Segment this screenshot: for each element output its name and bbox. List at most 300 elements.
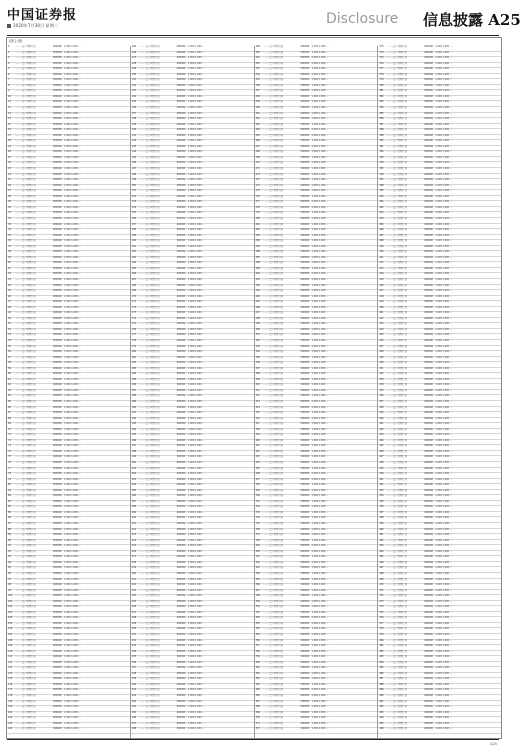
row-number: 319 (255, 433, 260, 437)
row-values: 1.000 1.000 … (187, 444, 205, 448)
row-values: 1.000 1.000 … (64, 155, 81, 159)
product-name: ………资产管理计划 (262, 205, 284, 209)
product-name: ………资产管理计划 (386, 522, 407, 526)
row-number: 273 (255, 178, 260, 182)
product-name: ………资产管理计划 (262, 94, 284, 98)
row-values: 1.000 1.000 … (311, 327, 329, 331)
row-number: 294 (255, 294, 260, 298)
row-values: 1.000 1.000 … (435, 194, 453, 198)
product-code: 000000 (424, 544, 434, 548)
row-number: 487 (379, 677, 384, 681)
product-code: 000000 (300, 394, 310, 398)
row-values: 1.000 1.000 … (311, 682, 329, 686)
row-values: 1.000 1.000 … (435, 433, 453, 437)
product-name: ………资产管理计划 (138, 549, 160, 553)
row-values: 1.000 1.000 … (435, 333, 453, 337)
row-values: 1.000 1.000 … (435, 499, 453, 503)
product-name: ………资产管理计划 (262, 155, 284, 159)
row-number: 264 (255, 128, 260, 132)
row-number: 129 (131, 67, 137, 71)
product-code: 000000 (176, 250, 186, 254)
row-values: 1.000 1.000 … (435, 294, 453, 298)
row-number: 453 (379, 488, 384, 492)
row-number: 234 (131, 649, 137, 653)
row-values: 1.000 1.000 … (187, 716, 205, 720)
row-number: 485 (379, 666, 384, 670)
product-code: 000000 (424, 483, 434, 487)
product-name: ………资产管理计划 (386, 505, 407, 509)
product-name: ………资产管理计划 (15, 693, 36, 697)
row-number: 444 (379, 438, 384, 442)
product-code: 000000 (176, 588, 186, 592)
row-values: 1.000 1.000 … (435, 671, 453, 675)
product-name: ………资产管理计划 (15, 627, 36, 631)
row-number: 2 (8, 50, 10, 54)
row-values: 1.000 1.000 … (311, 61, 329, 65)
row-values: 1.000 1.000 … (311, 438, 329, 442)
product-code: 000000 (424, 594, 434, 598)
row-number: 254 (255, 72, 260, 76)
row-number: 313 (255, 400, 260, 403)
row-values: 1.000 1.000 … (311, 133, 329, 137)
row-number: 381 (379, 89, 384, 93)
row-values: 1.000 1.000 … (311, 311, 329, 315)
row-values: 1.000 1.000 … (435, 644, 453, 648)
product-code: 000000 (424, 183, 434, 187)
product-code: 000000 (300, 133, 310, 137)
row-values: 1.000 1.000 … (435, 400, 453, 403)
product-name: ………资产管理计划 (386, 200, 407, 204)
product-code: 000000 (424, 660, 434, 664)
row-number: 131 (131, 78, 137, 82)
row-number: 123 (8, 721, 13, 725)
product-code: 000000 (424, 150, 434, 154)
row-values: 1.000 1.000 … (435, 605, 453, 609)
product-name: ………资产管理计划 (138, 505, 160, 509)
row-values: 1.000 1.000 … (311, 660, 329, 664)
product-name: ………资产管理计划 (138, 644, 160, 648)
row-values: 1.000 1.000 … (311, 621, 329, 625)
product-code: 000000 (53, 499, 62, 503)
product-code: 000000 (424, 194, 434, 198)
product-name: ………资产管理计划 (138, 233, 160, 237)
row-number: 454 (379, 494, 384, 498)
product-code: 000000 (300, 67, 310, 71)
product-code: 000000 (53, 400, 62, 403)
row-values: 1.000 1.000 … (64, 283, 81, 287)
row-number: 42 (8, 272, 11, 276)
product-name: ………资产管理计划 (386, 300, 407, 304)
product-code: 000000 (424, 233, 434, 237)
product-name: ………资产管理计划 (15, 244, 36, 248)
row-number: 392 (379, 150, 384, 154)
product-name: ………资产管理计划 (262, 483, 284, 487)
product-name: ………资产管理计划 (386, 411, 407, 415)
product-name: ………资产管理计划 (15, 594, 36, 598)
product-name: ………资产管理计划 (386, 355, 407, 359)
product-name: ………资产管理计划 (138, 83, 160, 87)
product-code: 000000 (176, 228, 186, 232)
row-values: 1.000 1.000 … (311, 649, 329, 653)
row-number: 347 (255, 588, 260, 592)
product-name: ………资产管理计划 (386, 688, 407, 692)
row-values: 1.000 1.000 … (64, 449, 81, 453)
product-code: 000000 (424, 560, 434, 564)
row-values: 1.000 1.000 … (187, 244, 205, 248)
row-number: 479 (379, 632, 384, 636)
product-name: ………资产管理计划 (262, 161, 284, 165)
row-number: 257 (255, 89, 260, 93)
product-code: 000000 (424, 605, 434, 609)
product-name: ………资产管理计划 (386, 255, 407, 259)
row-number: 464 (379, 549, 384, 553)
product-name: ………资产管理计划 (15, 305, 36, 309)
row-values: 1.000 1.000 … (187, 89, 205, 93)
product-name: ………资产管理计划 (15, 477, 36, 481)
product-code: 000000 (424, 100, 434, 104)
row-number: 364 (255, 682, 260, 686)
product-code: 000000 (300, 727, 310, 731)
row-number: 425 (379, 333, 384, 337)
product-name: ………资产管理计划 (15, 377, 36, 381)
row-values: 1.000 1.000 … (311, 688, 329, 692)
row-number: 291 (255, 277, 260, 281)
product-name: ………资产管理计划 (15, 483, 36, 487)
row-number: 150 (131, 183, 137, 187)
product-name: ………资产管理计划 (386, 699, 407, 703)
product-code: 000000 (300, 433, 310, 437)
row-values: 1.000 1.000 … (435, 311, 453, 315)
product-code: 000000 (53, 211, 62, 215)
product-name: ………资产管理计划 (15, 632, 36, 636)
row-number: 232 (131, 638, 137, 642)
product-name: ………资产管理计划 (15, 449, 36, 453)
product-name: ………资产管理计划 (138, 599, 160, 603)
row-values: 1.000 1.000 … (187, 499, 205, 503)
row-number: 426 (379, 338, 384, 342)
product-name: ………资产管理计划 (15, 644, 36, 648)
row-values: 1.000 1.000 … (187, 616, 205, 620)
product-name: ………资产管理计划 (386, 100, 407, 104)
row-values: 1.000 1.000 … (64, 638, 81, 642)
product-name: ………资产管理计划 (386, 616, 407, 620)
row-number: 370 (255, 716, 260, 720)
product-code: 000000 (424, 117, 434, 121)
product-name: ………资产管理计划 (386, 183, 407, 187)
product-name: ………资产管理计划 (386, 644, 407, 648)
row-number: 244 (131, 705, 137, 709)
product-code: 000000 (176, 483, 186, 487)
product-code: 000000 (424, 78, 434, 82)
row-values: 1.000 1.000 … (311, 483, 329, 487)
row-number: 297 (255, 311, 260, 315)
row-number: 148 (131, 172, 137, 176)
row-number: 407 (379, 233, 384, 237)
row-number: 11 (8, 100, 11, 104)
row-values: 1.000 1.000 … (187, 255, 205, 259)
product-name: ………资产管理计划 (15, 211, 36, 215)
product-name: ………资产管理计划 (138, 277, 160, 281)
row-values: 1.000 1.000 … (435, 583, 453, 587)
product-code: 000000 (176, 344, 186, 348)
row-values: 1.000 1.000 … (64, 632, 81, 636)
row-number: 333 (255, 510, 260, 514)
row-values: 1.000 1.000 … (187, 422, 205, 426)
row-number: 467 (379, 566, 384, 570)
product-name: ………资产管理计划 (138, 305, 160, 309)
row-values: 1.000 1.000 … (435, 78, 453, 82)
row-number: 67 (8, 411, 11, 415)
row-number: 124 (8, 727, 13, 731)
row-values: 1.000 1.000 … (187, 438, 205, 442)
row-number: 231 (131, 632, 137, 636)
product-name: ………资产管理计划 (262, 693, 284, 697)
product-code: 000000 (424, 222, 434, 226)
row-values: 1.000 1.000 … (187, 383, 205, 387)
row-values: 1.000 1.000 … (435, 655, 453, 659)
product-code: 000000 (424, 377, 434, 381)
row-values: 1.000 1.000 … (311, 655, 329, 659)
product-code: 000000 (424, 211, 434, 215)
product-code: 000000 (424, 610, 434, 614)
product-name: ………资产管理计划 (262, 566, 284, 570)
row-values: 1.000 1.000 … (311, 477, 329, 481)
row-values: 1.000 1.000 … (187, 128, 205, 132)
product-code: 000000 (300, 205, 310, 209)
row-values: 1.000 1.000 … (435, 699, 453, 703)
product-name: ………资产管理计划 (15, 544, 36, 548)
row-number: 121 (8, 710, 13, 714)
row-values: 1.000 1.000 … (311, 605, 329, 609)
row-values: 1.000 1.000 … (435, 211, 453, 215)
product-code: 000000 (176, 67, 186, 71)
product-name: ………资产管理计划 (262, 705, 284, 709)
product-name: ………资产管理计划 (15, 300, 36, 304)
product-name: ………资产管理计划 (15, 538, 36, 542)
row-number: 246 (131, 716, 137, 720)
product-name: ………资产管理计划 (138, 594, 160, 598)
product-code: 000000 (176, 505, 186, 509)
product-name: ………资产管理计划 (138, 488, 160, 492)
product-name: ………资产管理计划 (138, 477, 160, 481)
row-number: 323 (255, 455, 260, 459)
product-code: 000000 (53, 483, 62, 487)
product-code: 000000 (300, 677, 310, 681)
product-name: ………资产管理计划 (138, 516, 160, 520)
row-values: 1.000 1.000 … (187, 283, 205, 287)
row-number: 404 (379, 216, 384, 220)
row-values: 1.000 1.000 … (435, 444, 453, 448)
row-values: 1.000 1.000 … (187, 117, 205, 121)
row-values: 1.000 1.000 … (311, 538, 329, 542)
row-number: 471 (379, 588, 384, 592)
row-number: 429 (379, 355, 384, 359)
product-name: ………资产管理计划 (386, 727, 407, 731)
product-code: 000000 (176, 117, 186, 121)
row-number: 33 (8, 222, 11, 226)
product-name: ………资产管理计划 (15, 128, 36, 132)
product-name: ………资产管理计划 (138, 677, 160, 681)
product-code: 000000 (424, 144, 434, 148)
product-name: ………资产管理计划 (15, 660, 36, 664)
row-number: 279 (255, 211, 260, 215)
row-number: 476 (379, 616, 384, 620)
product-code: 000000 (176, 477, 186, 481)
row-values: 1.000 1.000 … (311, 721, 329, 725)
product-code: 000000 (300, 616, 310, 620)
product-code: 000000 (300, 716, 310, 720)
product-code: 000000 (53, 632, 62, 636)
row-values: 1.000 1.000 … (64, 699, 81, 703)
row-values: 1.000 1.000 … (435, 277, 453, 281)
product-name: ………资产管理计划 (262, 660, 284, 664)
product-code: 000000 (176, 671, 186, 675)
row-number: 263 (255, 122, 260, 126)
product-name: ………资产管理计划 (138, 61, 160, 65)
row-number: 379 (379, 78, 384, 82)
row-number: 391 (379, 144, 384, 148)
product-code: 000000 (176, 72, 186, 76)
row-number: 345 (255, 577, 260, 581)
product-name: ………资产管理计划 (15, 172, 36, 176)
row-number: 368 (255, 705, 260, 709)
row-values: 1.000 1.000 … (187, 305, 205, 309)
product-name: ………资产管理计划 (138, 228, 160, 232)
product-code: 000000 (176, 128, 186, 132)
product-name: ………资产管理计划 (15, 189, 36, 193)
product-code: 000000 (424, 122, 434, 126)
product-code: 000000 (176, 560, 186, 564)
product-code: 000000 (53, 671, 62, 675)
row-number: 108 (8, 638, 13, 642)
product-code: 000000 (176, 544, 186, 548)
product-name: ………资产管理计划 (262, 272, 284, 276)
product-name: ………资产管理计划 (138, 205, 160, 209)
product-code: 000000 (53, 94, 62, 98)
product-name: ………资产管理计划 (262, 488, 284, 492)
product-code: 000000 (176, 333, 186, 337)
product-name: ………资产管理计划 (262, 327, 284, 331)
product-code: 000000 (176, 555, 186, 559)
row-number: 224 (131, 594, 137, 598)
product-code: 000000 (424, 216, 434, 220)
row-number: 160 (131, 239, 137, 243)
product-name: ………资产管理计划 (262, 594, 284, 598)
row-values: 1.000 1.000 … (64, 649, 81, 653)
row-values: 1.000 1.000 … (64, 527, 81, 531)
row-values: 1.000 1.000 … (64, 311, 81, 315)
row-values: 1.000 1.000 … (187, 510, 205, 514)
product-name: ………资产管理计划 (386, 211, 407, 215)
row-number: 359 (255, 655, 260, 659)
product-code: 000000 (53, 300, 62, 304)
product-name: ………资产管理计划 (386, 499, 407, 503)
row-number: 69 (8, 422, 11, 426)
row-values: 1.000 1.000 … (435, 555, 453, 559)
row-number: 399 (379, 189, 384, 193)
product-name: ………资产管理计划 (138, 727, 160, 731)
row-number: 155 (131, 211, 137, 215)
row-values: 1.000 1.000 … (187, 699, 205, 703)
row-number: 175 (131, 322, 137, 326)
row-values: 1.000 1.000 … (64, 128, 81, 132)
product-code: 000000 (300, 200, 310, 204)
product-code: 000000 (300, 538, 310, 542)
product-code: 000000 (176, 50, 186, 54)
product-name: ………资产管理计划 (262, 144, 284, 148)
table-columns (7, 46, 501, 738)
row-values: 1.000 1.000 … (64, 261, 81, 265)
row-values: 1.000 1.000 … (64, 366, 81, 370)
product-code: 000000 (424, 705, 434, 709)
product-code: 000000 (300, 56, 310, 60)
product-name: ………资产管理计划 (386, 394, 407, 398)
row-values: 1.000 1.000 … (435, 189, 453, 193)
product-name: ………资产管理计划 (15, 599, 36, 603)
product-code: 000000 (176, 372, 186, 376)
product-name: ………资产管理计划 (262, 510, 284, 514)
product-name: ………资产管理计划 (386, 477, 407, 481)
row-values: 1.000 1.000 … (64, 655, 81, 659)
product-name: ………资产管理计划 (386, 111, 407, 115)
product-name: ………资产管理计划 (262, 588, 284, 592)
product-code: 000000 (300, 721, 310, 725)
row-number: 360 (255, 660, 260, 664)
product-code: 000000 (424, 200, 434, 204)
row-values: 1.000 1.000 … (435, 366, 453, 370)
product-code: 000000 (300, 172, 310, 176)
row-values: 1.000 1.000 … (187, 660, 205, 664)
product-name: ………资产管理计划 (15, 372, 36, 376)
product-code: 000000 (424, 139, 434, 143)
product-code: 000000 (53, 494, 62, 498)
row-values: 1.000 1.000 … (187, 194, 205, 198)
row-number: 44 (8, 283, 11, 287)
row-values: 1.000 1.000 … (64, 416, 81, 420)
row-values: 1.000 1.000 … (311, 533, 329, 537)
product-name: ………资产管理计划 (138, 649, 160, 653)
row-number: 153 (131, 200, 137, 204)
product-code: 000000 (424, 133, 434, 137)
product-name: ………资产管理计划 (15, 178, 36, 182)
row-values: 1.000 1.000 … (187, 122, 205, 126)
product-name: ………资产管理计划 (386, 666, 407, 670)
issue-dateline (7, 23, 58, 29)
row-number: 383 (379, 100, 384, 104)
product-name: ………资产管理计划 (138, 266, 160, 270)
row-number: 274 (255, 183, 260, 187)
product-name: ………资产管理计划 (138, 560, 160, 564)
row-values: 1.000 1.000 … (64, 216, 81, 220)
row-values: 1.000 1.000 … (64, 45, 81, 48)
product-code: 000000 (300, 216, 310, 220)
product-code: 000000 (300, 605, 310, 609)
row-number: 268 (255, 150, 260, 154)
product-code: 000000 (424, 400, 434, 403)
product-code: 000000 (176, 167, 186, 171)
product-code: 000000 (424, 627, 434, 631)
row-values: 1.000 1.000 … (64, 338, 81, 342)
row-values: 1.000 1.000 … (435, 283, 453, 287)
product-code: 000000 (424, 411, 434, 415)
product-code: 000000 (300, 122, 310, 126)
row-number: 285 (255, 244, 260, 248)
product-name: ………资产管理计划 (262, 333, 284, 337)
row-values: 1.000 1.000 … (64, 710, 81, 714)
product-code: 000000 (424, 577, 434, 581)
product-code: 000000 (300, 427, 310, 431)
row-values: 1.000 1.000 … (187, 560, 205, 564)
